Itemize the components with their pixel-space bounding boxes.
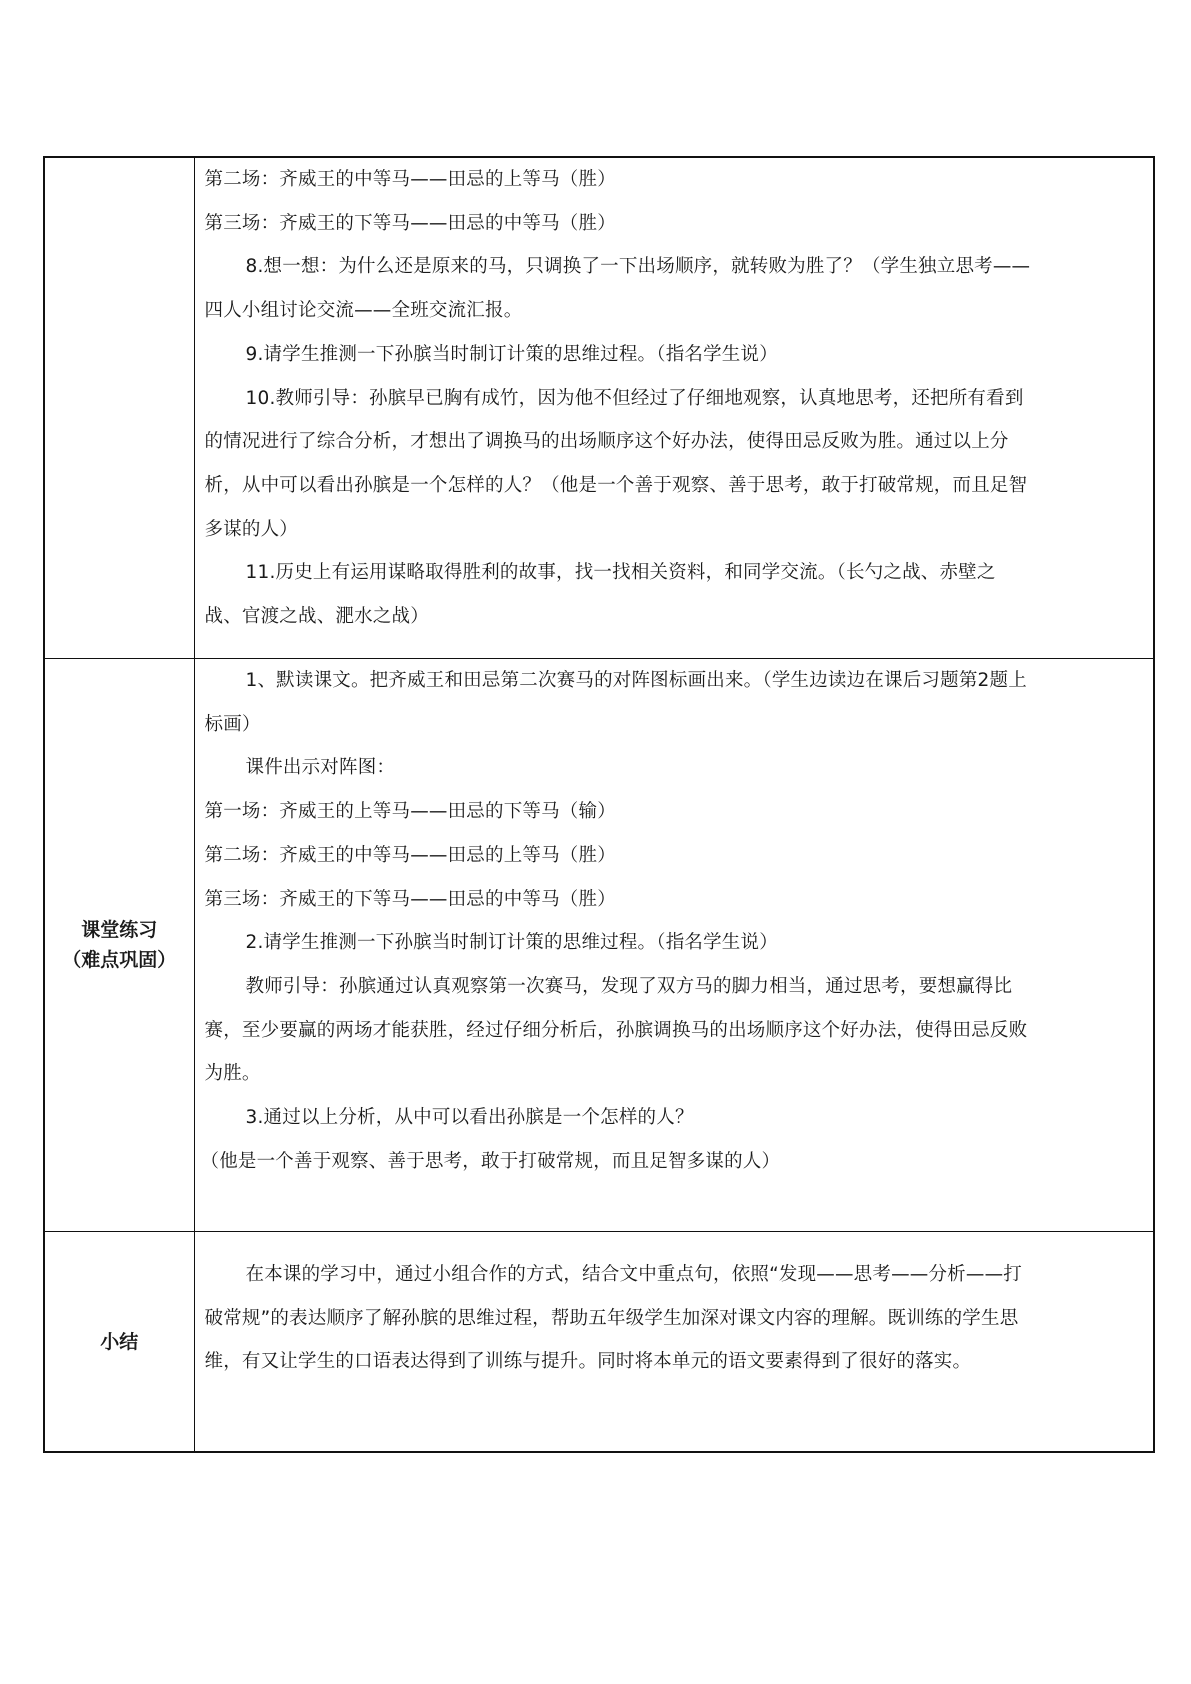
row-label-cell (44, 659, 194, 1232)
text-line: 第二场：齐威王的中等马——田忌的上等马（胜） (204, 844, 616, 866)
text-line: 破常规”的表达顺序了解孙膑的思维过程，帮助五年级学生加深对课文内容的理解。既训练的学生思 (204, 1307, 1019, 1329)
text-line: 教师引导：孙膑通过认真观察第一次赛马，发现了双方马的脚力相当，通过思考，要想赢得比 (245, 975, 1013, 997)
table-row (44, 1232, 1154, 1453)
text-line: 11.历史上有运用谋略取得胜利的故事，找一找相关资料，和同学交流。（长勺之战、赤壁之 (245, 562, 996, 584)
lesson-plan-table (43, 156, 1155, 1453)
text-line: 8.想一想：为什么还是原来的马，只调换了一下出场顺序，就转败为胜了？（学生独立思考—— (245, 256, 1031, 278)
row-content-cell (194, 157, 1154, 659)
text-line: 3.通过以上分析，从中可以看出孙膑是一个怎样的人？ (245, 1107, 694, 1129)
row-label: 课堂练习 (81, 919, 158, 941)
row-label-cell (44, 157, 194, 659)
table-row (44, 157, 1154, 659)
row-content-cell (194, 1232, 1154, 1453)
row-content-cell (194, 659, 1154, 1232)
text-line: 第二场：齐威王的中等马——田忌的上等马（胜） (204, 169, 616, 190)
table-row (44, 659, 1154, 1232)
text-line: 维，有又让学生的口语表达得到了训练与提升。同时将本单元的语文要素得到了很好的落实。 (204, 1351, 972, 1373)
text-line: 第一场：齐威王的上等马——田忌的下等马（输） (204, 801, 616, 823)
text-line: 赛，至少要赢的两场才能获胜，经过仔细分析后，孙膑调换马的出场顺序这个好办法，使得田忌反败 (204, 1019, 1028, 1041)
text-line: 第三场：齐威王的下等马——田忌的中等马（胜） (204, 888, 616, 910)
text-line: 课件出示对阵图： (245, 757, 396, 779)
text-line: 标画） (204, 713, 261, 735)
text-line: 的情况进行了综合分析，才想出了调换马的出场顺序这个好办法，使得田忌反败为胜。通过以上分 (204, 431, 1009, 453)
text-line: 为胜。 (204, 1063, 261, 1085)
text-line: 9.请学生推测一下孙膑当时制订计策的思维过程。（指名学生说） (245, 343, 778, 365)
text-line: 四人小组讨论交流——全班交流汇报。 (204, 300, 523, 322)
text-line: （他是一个善于观察、善于思考，敢于打破常规，而且足智多谋的人） (200, 1150, 781, 1172)
text-line: 2.请学生推测一下孙膑当时制订计策的思维过程。（指名学生说） (245, 932, 778, 954)
row-label-sub: （难点巩固） (62, 949, 177, 971)
text-line: 1、默读课文。把齐威王和田忌第二次赛马的对阵图标画出来。（学生边读边在课后习题第2题上 (245, 670, 1027, 691)
text-line: 析，从中可以看出孙膑是一个怎样的人？（他是一个善于观察、善于思考，敢于打破常规，而且足智 (204, 474, 1028, 496)
row-label: 小结 (100, 1330, 139, 1353)
text-line: 战、官渡之战、淝水之战） (204, 606, 429, 628)
text-line: 在本课的学习中，通过小组合作的方式，结合文中重点句，依照“发现——思考——分析——打 (245, 1264, 1022, 1285)
row-label-cell (44, 1232, 194, 1453)
text-line: 第三场：齐威王的下等马——田忌的中等马（胜） (204, 212, 616, 234)
text-line: 10.教师引导：孙膑早已胸有成竹，因为他不但经过了仔细地观察，认真地思考，还把所有看到 (245, 387, 1024, 409)
text-line: 多谋的人） (204, 518, 299, 540)
